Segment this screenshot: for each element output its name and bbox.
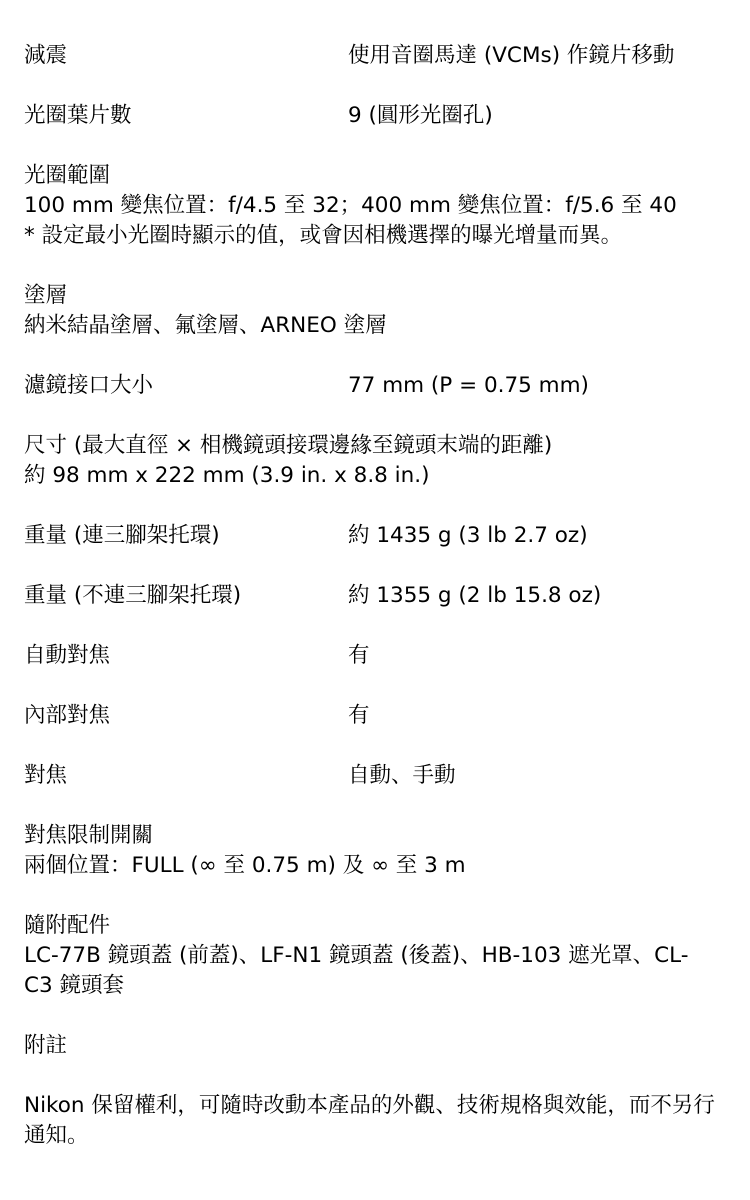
- spec-block-aperture-range: [24, 161, 724, 251]
- spec-value: 約 1355 g (2 lb 15.8 oz): [348, 583, 602, 608]
- spec-block-focus-limit-switch: [24, 821, 724, 881]
- spec-block-supplied-accessories: [24, 911, 724, 1001]
- spec-value: 納米結晶塗層、氟塗層、ARNEO 塗層: [24, 313, 387, 338]
- spec-label: 對焦限制開關: [24, 823, 154, 848]
- spec-label: 附註: [24, 1033, 68, 1058]
- spec-block-notes: [24, 1031, 724, 1061]
- spec-value: 有: [348, 643, 370, 668]
- spec-label: 自動對焦: [24, 643, 111, 668]
- spec-value: 自動、手動: [348, 763, 456, 788]
- spec-label: 重量 (不連三腳架托環): [24, 583, 242, 608]
- spec-value: 約 1435 g (3 lb 2.7 oz): [348, 523, 588, 548]
- spec-value: 兩個位置：FULL (∞ 至 0.75 m) 及 ∞ 至 3 m: [24, 853, 466, 878]
- spec-label: 對焦: [24, 763, 68, 788]
- spec-value: LC-77B 鏡頭蓋 (前蓋)、LF-N1 鏡頭蓋 (後蓋)、HB-103 遮光罩、CL-C3 鏡頭套: [24, 943, 689, 998]
- notes-text-block: [24, 1091, 724, 1151]
- spec-value: 9 (圓形光圈孔): [348, 103, 493, 128]
- spec-label: 塗層: [24, 283, 68, 308]
- spec-label: 隨附配件: [24, 913, 111, 938]
- spec-label: 減震: [24, 43, 68, 68]
- spec-label: 光圈葉片數: [24, 103, 132, 128]
- spec-value: 有: [348, 703, 370, 728]
- spec-value: 77 mm (P = 0.75 mm): [348, 373, 589, 398]
- spec-value: 使用音圈馬達 (VCMs) 作鏡片移動: [348, 43, 675, 68]
- spec-label: 內部對焦: [24, 703, 111, 728]
- spec-label: 尺寸 (最大直徑 × 相機鏡頭接環邊緣至鏡頭末端的距離): [24, 433, 553, 458]
- spec-value: 約 98 mm x 222 mm (3.9 in. x 8.8 in.): [24, 463, 430, 488]
- spec-footnote: * 設定最小光圈時顯示的值，或會因相機選擇的曝光增量而異。: [24, 223, 623, 248]
- spec-block-coating: [24, 281, 724, 341]
- spec-label: 重量 (連三腳架托環): [24, 523, 220, 548]
- spec-block-dimensions: [24, 431, 724, 491]
- spec-label: 濾鏡接口大小: [24, 373, 154, 398]
- spec-value: 100 mm 變焦位置：f/4.5 至 32；400 mm 變焦位置：f/5.6 至 40: [24, 193, 677, 218]
- spec-label: 光圈範圍: [24, 163, 111, 188]
- notes-text: Nikon 保留權利，可隨時改動本產品的外觀、技術規格與效能，而不另行通知。: [24, 1093, 715, 1148]
